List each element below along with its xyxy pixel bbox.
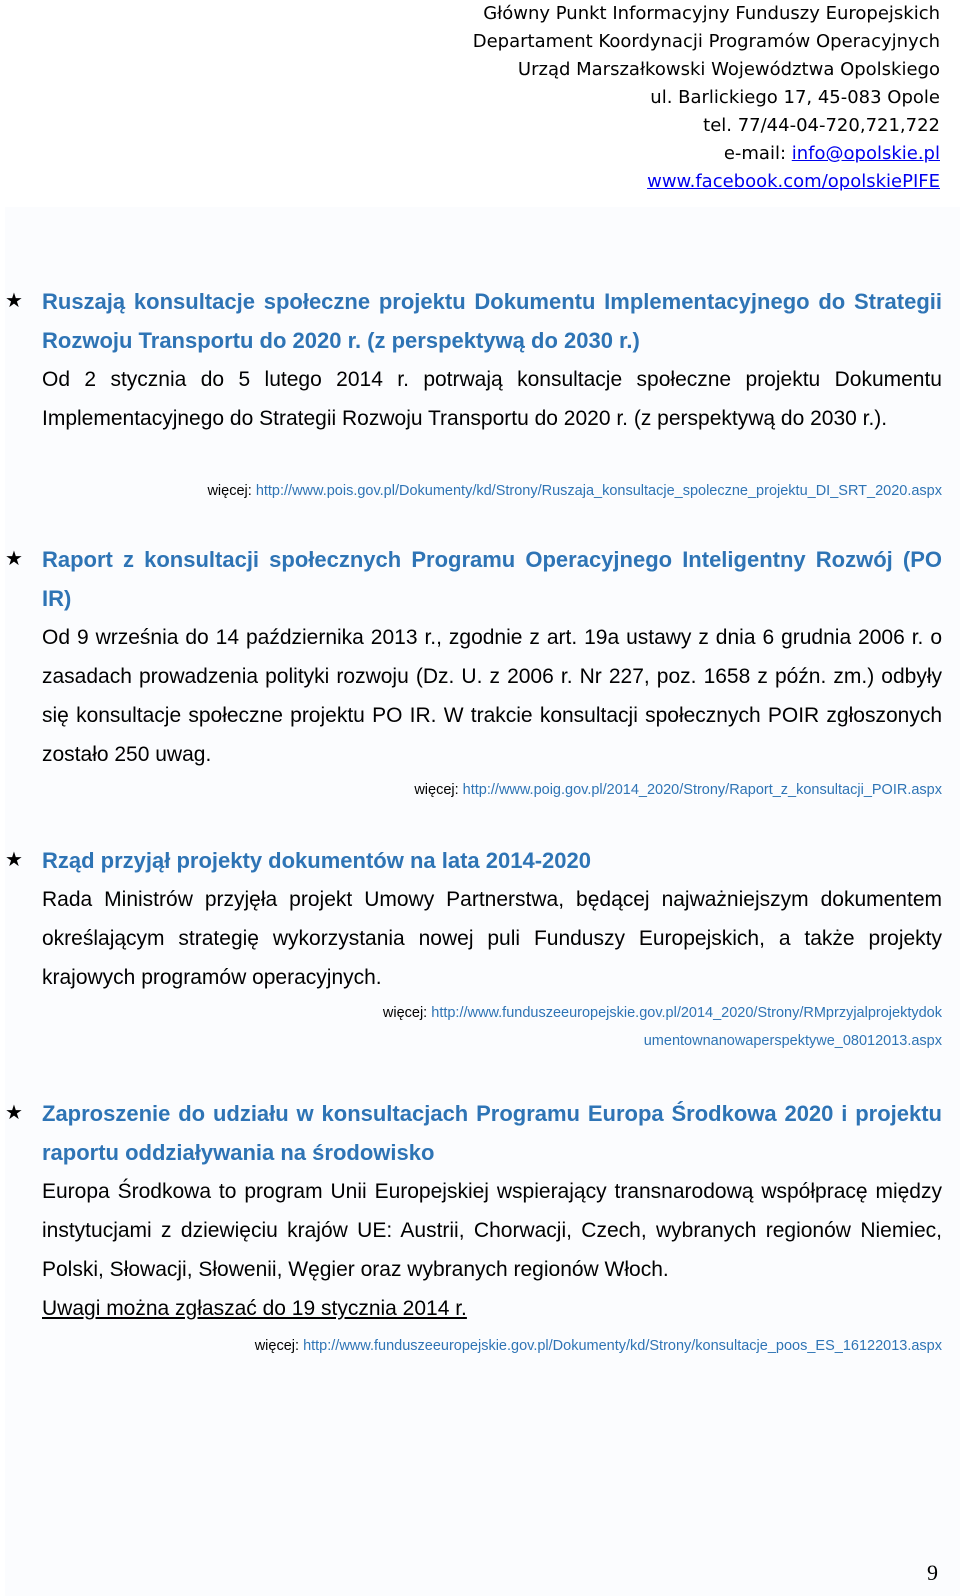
more-label: więcej: (382, 1005, 432, 1021)
contact-header (320, 0, 940, 196)
star-icon: ★ (5, 290, 23, 312)
header-line: Departament Koordynacji Programów Operacyjnych (472, 31, 940, 52)
more-link[interactable]: http://www.poig.gov.pl/2014_2020/Strony/Raport_z_konsultacji_POIR.aspx (462, 782, 942, 798)
more-label: więcej: (254, 1338, 304, 1354)
header-line: tel. 77/44-04-720,721,722 (703, 115, 940, 136)
header-email-line (320, 140, 940, 168)
email-link[interactable]: info@opolskie.pl (791, 143, 940, 164)
header-line: Urząd Marszałkowski Województwa Opolskiego (517, 59, 940, 80)
news-body: Od 9 września do 14 października 2013 r., zgodnie z art. 19a ustawy z dnia 6 grudnia 2006 r. o zasadach prowadzenia polityki rozwoju (Dz. U. z 2006 r. Nr 227, poz. 1658 z późn. zm.) odbyły się konsultacje społeczne projektu PO IR. W trakcie konsultacji społecznych POIR zgłoszonych zostało 250 uwag. (42, 626, 942, 766)
star-icon: ★ (5, 1102, 23, 1124)
news-body: Europa Środkowa to program Unii Europejskiej wspierający transnarodową współpracę między instytucjami z dziewięciu krajów UE: Austrii, Chorwacji, Czech, wybranych regionów Niemiec, Polski, Słowacji, Słowenii, Węgier oraz wybranych regionów Włoch. (42, 1180, 942, 1281)
more-link[interactable]: http://www.pois.gov.pl/Dokumenty/kd/Strony/Ruszaja_konsultacje_spoleczne_projektu_DI_SRT_2020.aspx (255, 483, 942, 499)
more-label: więcej: (207, 483, 256, 499)
star-icon: ★ (5, 849, 23, 871)
more-line (414, 776, 942, 804)
facebook-link[interactable]: www.facebook.com/opolskiePIFE (647, 171, 940, 192)
more-line (207, 477, 942, 505)
news-deadline-note: Uwagi można zgłaszać do 19 stycznia 2014 r. (42, 1297, 467, 1320)
more-link[interactable]: http://www.funduszeeuropejskie.gov.pl/2014_2020/Strony/RMprzyjalprojektydokumentownanowaperspektywe_08012013.aspx (431, 1005, 942, 1049)
page-content (5, 207, 960, 1596)
page-number: 9 (927, 1560, 938, 1585)
header-line: ul. Barlickiego 17, 45-083 Opole (650, 87, 940, 108)
news-title: Zaproszenie do udziału w konsultacjach Programu Europa Środkowa 2020 i projektu raportu oddziaływania na środowisko (42, 1101, 942, 1165)
more-link[interactable]: http://www.funduszeeuropejskie.gov.pl/Dokumenty/kd/Strony/konsultacje_poos_ES_16122013.aspx (303, 1338, 942, 1354)
email-label: e-mail: (723, 143, 792, 164)
header-line: Główny Punkt Informacyjny Funduszy Europejskich (483, 3, 940, 24)
more-label: więcej: (414, 782, 463, 798)
news-body: Od 2 stycznia do 5 lutego 2014 r. potrwają konsultacje społeczne projektu Dokumentu Implementacyjnego do Strategii Rozwoju Transportu do 2020 r. (z perspektywą do 2030 r.). (42, 368, 942, 430)
header-facebook-line (320, 168, 940, 196)
more-line (255, 1332, 942, 1360)
news-title: Rząd przyjął projekty dokumentów na lata 2014-2020 (42, 848, 591, 873)
news-body: Rada Ministrów przyjęła projekt Umowy Partnerstwa, będącej najważniejszym dokumentem określającym strategię wykorzystania nowej puli Funduszy Europejskich, a także projekty krajowych programów operacyjnych. (42, 888, 942, 989)
more-line (382, 999, 942, 1055)
news-title: Ruszają konsultacje społeczne projektu Dokumentu Implementacyjnego do Strategii Rozwoju Transportu do 2020 r. (z perspektywą do 2030 r.) (42, 289, 942, 353)
news-title: Raport z konsultacji społecznych Programu Operacyjnego Inteligentny Rozwój (PO IR) (42, 547, 942, 611)
star-icon: ★ (5, 548, 23, 570)
